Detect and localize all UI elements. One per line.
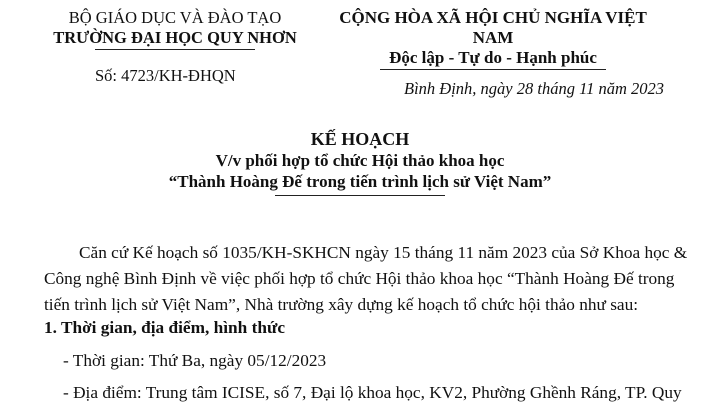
intro-line-3: tiến trình lịch sử Việt Nam”, Nhà trường xây dựng kế hoạch tổ chức hội thảo như sau: xyxy=(44,295,639,314)
issuing-authority-block xyxy=(40,8,310,50)
title-block xyxy=(0,128,720,196)
school-underline xyxy=(95,49,255,50)
intro-line-1: Căn cứ Kế hoạch số 1035/KH-SKHCN ngày 15 tháng 11 năm 2023 của Sở Khoa học & xyxy=(79,243,688,262)
place-item: - Địa điểm: Trung tâm ICISE, số 7, Đại lộ khoa học, KV2, Phường Ghềnh Ráng, TP. Quy xyxy=(63,383,682,402)
place-and-date: Bình Định, ngày 28 tháng 11 năm 2023 xyxy=(404,79,665,98)
intro-line-2: Công nghệ Bình Định về việc phối hợp tổ chức Hội thảo khoa học “Thành Hoàng Đế trong xyxy=(44,269,675,288)
motto-underline xyxy=(380,69,606,70)
school-name: TRƯỜNG ĐẠI HỌC QUY NHƠN xyxy=(53,28,297,47)
document-title: KẾ HOẠCH xyxy=(310,129,410,149)
national-motto: Độc lập - Tự do - Hạnh phúc xyxy=(389,48,597,67)
subject-underline xyxy=(275,195,445,196)
time-item: - Thời gian: Thứ Ba, ngày 05/12/2023 xyxy=(63,351,327,370)
document-number: Số: 4723/KH-ĐHQN xyxy=(95,66,236,85)
subject-line-2: “Thành Hoàng Đế trong tiến trình lịch sử Việt Nam” xyxy=(168,172,552,191)
national-header-block xyxy=(318,8,668,70)
section-1-heading: 1. Thời gian, địa điểm, hình thức xyxy=(44,318,285,337)
nation-name: CỘNG HÒA XÃ HỘI CHỦ NGHĨA VIỆT NAM xyxy=(339,8,647,47)
ministry-name: BỘ GIÁO DỤC VÀ ĐÀO TẠO xyxy=(68,8,282,27)
subject-line-1: V/v phối hợp tổ chức Hội thảo khoa học xyxy=(215,151,505,170)
intro-paragraph xyxy=(44,240,704,318)
